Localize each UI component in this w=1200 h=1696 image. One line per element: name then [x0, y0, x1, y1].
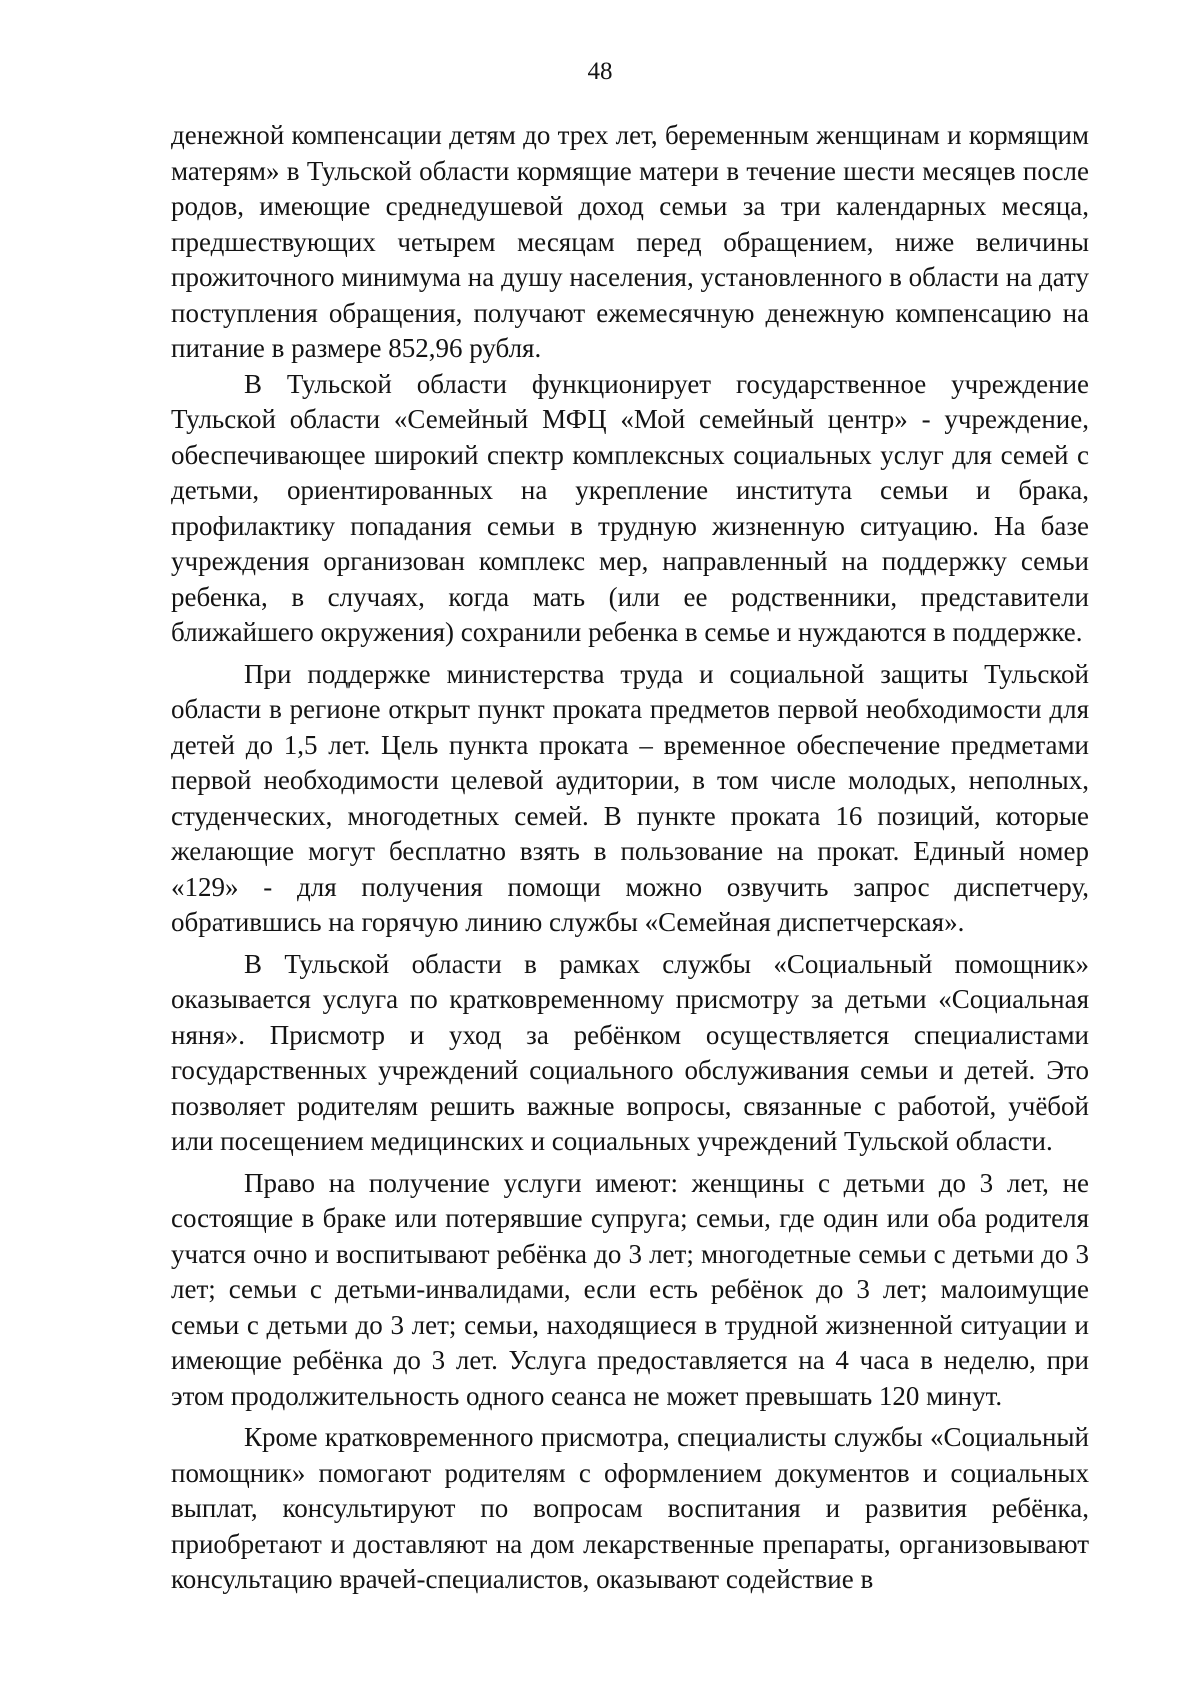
paragraph-social-nanny: В Тульской области в рамках службы «Социальный помощник» оказывается услуга по кратковременному присмотру за детьми «Социальная няня». Присмотр и уход за ребёнком осуществляется специалистами государственных учреждений социального обслуживания семьи и детей. Это позволяет родителям решить важные вопросы, связанные с работой, учёбой или посещением медицинских и социальных учреждений Тульской области.	[171, 948, 1089, 1156]
paragraph-additional-services: Кроме кратковременного присмотра, специалисты службы «Социальный помощник» помогают родителям с оформлением документов и социальных выплат, консультируют по вопросам воспитания и развития ребёнка, приобретают и доставляют на дом лекарственные препараты, организовывают консультацию врачей-специалистов, оказывают содействие в	[171, 1422, 1089, 1594]
paragraph-eligibility: Право на получение услуги имеют: женщины с детьми до 3 лет, не состоящие в браке или потерявшие супруга; семьи, где один или оба родителя учатся очно и воспитывают ребёнка до 3 лет; многодетные семьи с детьми до 3 лет; семьи с детьми-инвалидами, если есть ребёнок до 3 лет; малоимущие семьи с детьми до 3 лет; семьи, находящиеся в трудной жизненной ситуации и имеющие ребёнка до 3 лет. Услуга предоставляется на 4 часа в неделю, при этом продолжительность одного сеанса не может превышать 120 минут.	[171, 1167, 1089, 1411]
page-number: 48	[587, 58, 613, 85]
paragraph-rental-point: При поддержке министерства труда и социальной защиты Тульской области в регионе открыт пункт проката предметов первой необходимости для детей до 1,5 лет. Цель пункта проката – временное обеспечение предметами первой необходимости целевой аудитории, в том числе молодых, неполных, студенческих, многодетных семей. В пункте проката 16 позиций, которые желающие могут бесплатно взять в пользование на прокат. Единый номер «129» - для получения помощи можно озвучить запрос диспетчеру, обратившись на горячую линию службы «Семейная диспетчерская».	[171, 658, 1089, 937]
paragraph-family-center: В Тульской области функционирует государственное учреждение Тульской области «Семейный МФЦ «Мой семейный центр» - учреждение, обеспечивающее широкий спектр комплексных социальных услуг для семей с детьми, ориентированных на укрепление института семьи и брака, профилактику попадания семьи в трудную жизненную ситуацию. На базе учреждения организован комплекс мер, направленный на поддержку семьи ребенка, в случаях, когда мать (или ее родственники, представители ближайшего окружения) сохранили ребенка в семье и нуждаются в поддержке.	[171, 368, 1089, 647]
document-body	[171, 118, 1089, 1598]
paragraph-continuation: денежной компенсации детям до трех лет, беременным женщинам и кормящим матерям» в Тульской области кормящие матери в течение шести месяцев после родов, имеющие среднедушевой доход семьи за три календарных месяца, предшествующих четырем месяцам перед обращением, ниже величины прожиточного минимума на душу населения, установленного в области на дату поступления обращения, получают ежемесячную денежную компенсацию на питание в размере 852,96 рубля.	[171, 120, 1089, 363]
